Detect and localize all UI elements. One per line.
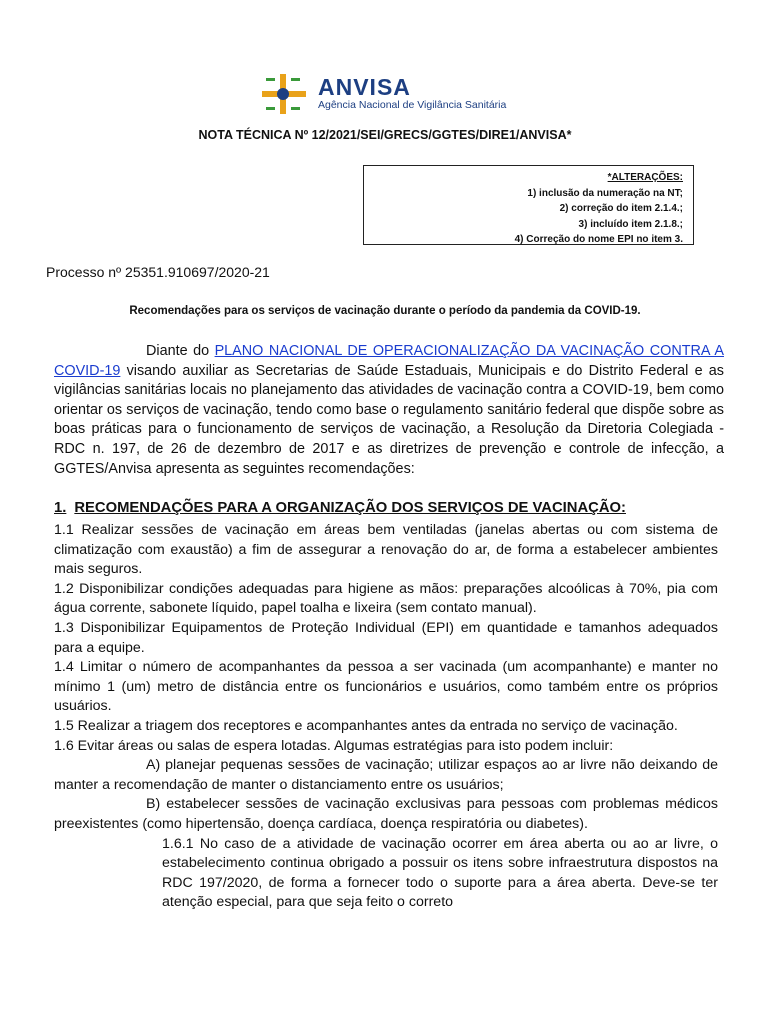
anvisa-emblem-icon [258,72,310,116]
sub-item: B) estabelecer sessões de vacinação exclusivas para pessoas com problemas médicos preexistentes (como hipertensão, doença cardíaca, doença respiratória ou diabetes). [54,796,718,832]
list-item: 1.6 Evitar áreas ou salas de espera lotadas. Algumas estratégias para isto podem incluir: [54,737,614,754]
section-1-items [54,521,718,913]
list-item: 1.3 Disponibilizar Equipamentos de Proteção Individual (EPI) em quantidade e tamanhos adequados para a equipe. [54,619,718,656]
change-item: 1) inclusão da numeração na NT; [527,187,683,199]
plano-nacional-link[interactable]: PLANO NACIONAL DE OPERACIONALIZAÇÃO DA VACINAÇÃO CONTRA A COVID-19 [54,343,724,379]
list-item-1-6-1: 1.6.1 No caso de a atividade de vacinação ocorrer em área aberta ou ao ar livre, o estabelecimento continua obrigado a possuir os itens sobre infraestrutura dispostos na RDC 197/2020, de forma a fornecer todo o suporte para a área aberta. Deve-se ter atenção especial, para que seja feito o correto [162,835,718,911]
section-1-heading [54,500,626,516]
intro-prefix: Diante do [146,343,215,359]
anvisa-logo [258,72,528,116]
process-number: Processo nº 25351.910697/2020-21 [46,264,270,280]
document-subtitle: Recomendações para os serviços de vacinação durante o período da pandemia da COVID-19. [129,305,641,317]
changes-box [363,165,694,245]
intro-text: visando auxiliar as Secretarias de Saúde Estaduais, Municipais e do Distrito Federal e as vigilâncias sanitárias locais no planejamento das atividades de vacinação contra a COVID-19, bem como orientar os serviços de vacinação, tendo como base o regulamento sanitário federal que dispõe sobre as boas práticas para o funcionamento de serviços de vacinação, a Resolução da Diretoria Colegiada - RDC n. 197, de 26 de dezembro de 2017 e as diretrizes de prevenção e controle de infecção, a GGTES/Anvisa apresenta as seguintes recomendações: [54,362,724,477]
intro-paragraph [54,342,724,479]
list-item: 1.1 Realizar sessões de vacinação em áreas bem ventiladas (janelas abertas ou com sistema de climatização com exaustão) a fim de assegurar a renovação do ar, de forma a estabelecer ambientes mais seguros. [54,522,718,578]
change-item: 2) correção do item 2.1.4.; [559,203,683,214]
sub-item: A) planejar pequenas sessões de vacinação; utilizar espaços ao ar livre não deixando de manter a recomendação de manter o distanciamento entre os usuários; [54,757,718,793]
change-item: 3) incluído item 2.1.8.; [578,218,683,230]
changes-heading: *ALTERAÇÕES: [607,172,683,183]
change-item: 4) Correção do nome EPI no item 3. [514,234,683,245]
list-item: 1.5 Realizar a triagem dos receptores e acompanhantes antes da entrada no serviço de vacinação. [54,717,678,734]
document-title: NOTA TÉCNICA Nº 12/2021/SEI/GRECS/GGTES/DIRE1/ANVISA* [198,128,572,142]
section-title: RECOMENDAÇÕES PARA A ORGANIZAÇÃO DOS SERVIÇOS DE VACINAÇÃO: [74,500,626,516]
list-item: 1.2 Disponibilizar condições adequadas para higiene as mãos: preparações alcoólicas à 70%, pia com água corrente, sabonete líquido, papel toalha e lixeira (sem contato manual). [54,580,718,617]
logo-name: ANVISA [318,74,411,100]
list-item: 1.4 Limitar o número de acompanhantes da pessoa a ser vacinada (um acompanhante) e manter no mínimo 1 (um) metro de distância entre os funcionários e usuários, como também entre os próprios usuários. [54,659,718,715]
logo-subtitle: Agência Nacional de Vigilância Sanitária [318,99,507,111]
section-number: 1. [54,500,67,516]
